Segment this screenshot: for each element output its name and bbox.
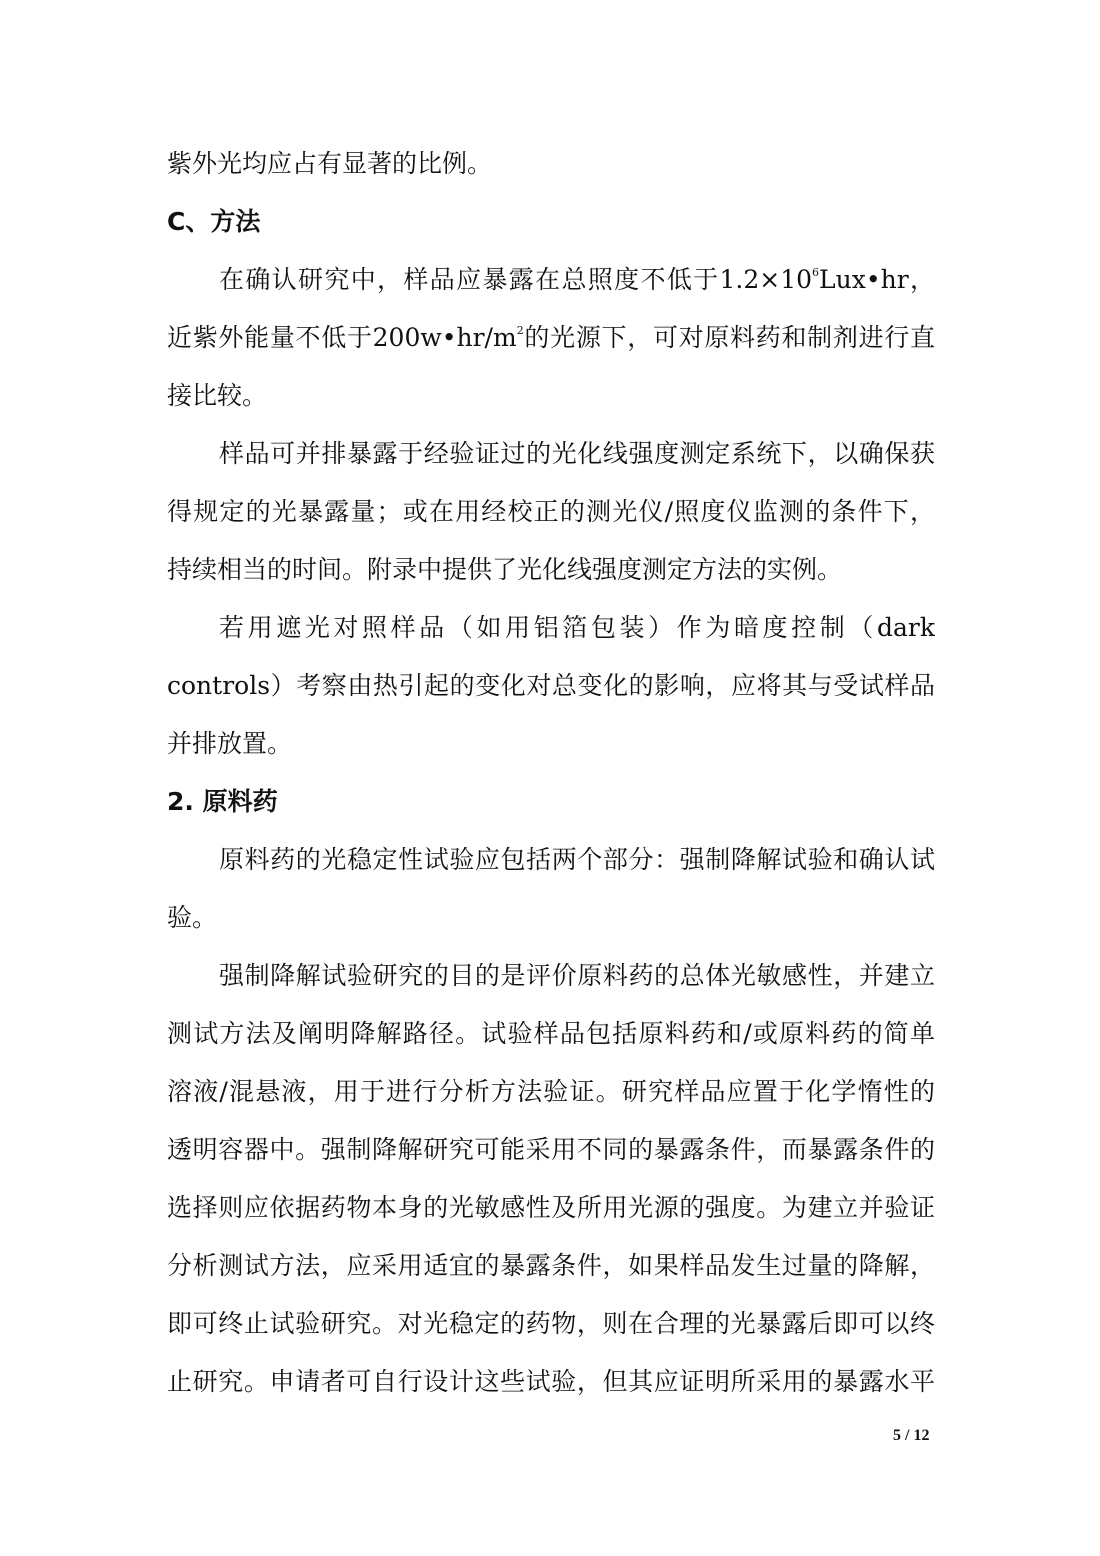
section-heading-2-api: 2. 原料药 <box>167 787 278 816</box>
paragraph-api-line: 原料药的光稳定性试验应包括两个部分：强制降解试验和确认试 <box>219 845 935 874</box>
paragraph-intro-line: 紫外光均应占有显著的比例。 <box>167 149 493 178</box>
paragraph-forced-degradation-line: 即可终止试验研究。对光稳定的药物，则在合理的光暴露后即可以终 <box>167 1309 935 1338</box>
paragraph-dark-control-line: 若用遮光对照样品（如用铝箔包装）作为暗度控制（dark <box>219 613 935 642</box>
paragraph-side-by-side-line: 得规定的光暴露量；或在用经校正的测光仪/照度仪监测的条件下， <box>167 497 935 526</box>
superscript-exponent: 2 <box>516 324 524 337</box>
text-run: 近紫外能量不低于200w•hr/m <box>167 323 517 352</box>
section-heading-c-method: C、方法 <box>167 207 261 236</box>
paragraph-forced-degradation-line: 止研究。申请者可自行设计这些试验，但其应证明所采用的暴露水平 <box>167 1367 935 1396</box>
paragraph-forced-degradation-line: 溶液/混悬液，用于进行分析方法验证。研究样品应置于化学惰性的 <box>167 1077 935 1106</box>
paragraph-forced-degradation-line: 透明容器中。强制降解研究可能采用不同的暴露条件，而暴露条件的 <box>167 1135 935 1164</box>
paragraph-confirm-line <box>167 251 935 309</box>
document-body <box>167 135 935 1411</box>
superscript-exponent: 6 <box>812 266 820 279</box>
paragraph-forced-degradation-line: 测试方法及阐明降解路径。试验样品包括原料药和/或原料药的简单 <box>167 1019 935 1048</box>
text-run: Lux•hr， <box>819 265 935 294</box>
paragraph-side-by-side-line: 样品可并排暴露于经验证过的光化线强度测定系统下，以确保获 <box>219 439 935 468</box>
paragraph-forced-degradation-line: 强制降解试验研究的目的是评价原料药的总体光敏感性，并建立 <box>219 961 935 990</box>
text-run: 在确认研究中，样品应暴露在总照度不低于1.2×10 <box>219 265 813 294</box>
paragraph-dark-control-line: 并排放置。 <box>167 729 293 758</box>
paragraph-side-by-side-line: 持续相当的时间。附录中提供了光化线强度测定方法的实例。 <box>167 555 843 584</box>
paragraph-forced-degradation-line: 选择则应依据药物本身的光敏感性及所用光源的强度。为建立并验证 <box>167 1193 935 1222</box>
paragraph-confirm-line <box>167 309 935 367</box>
text-run: 的光源下，可对原料药和制剂进行直 <box>523 323 935 352</box>
paragraph-confirm-line: 接比较。 <box>167 381 268 410</box>
paragraph-forced-degradation-line: 分析测试方法，应采用适宜的暴露条件，如果样品发生过量的降解， <box>167 1251 935 1280</box>
paragraph-dark-control-line: controls）考察由热引起的变化对总变化的影响，应将其与受试样品 <box>167 671 935 700</box>
paragraph-api-line: 验。 <box>167 903 218 932</box>
page-number: 5 / 12 <box>893 1427 930 1444</box>
